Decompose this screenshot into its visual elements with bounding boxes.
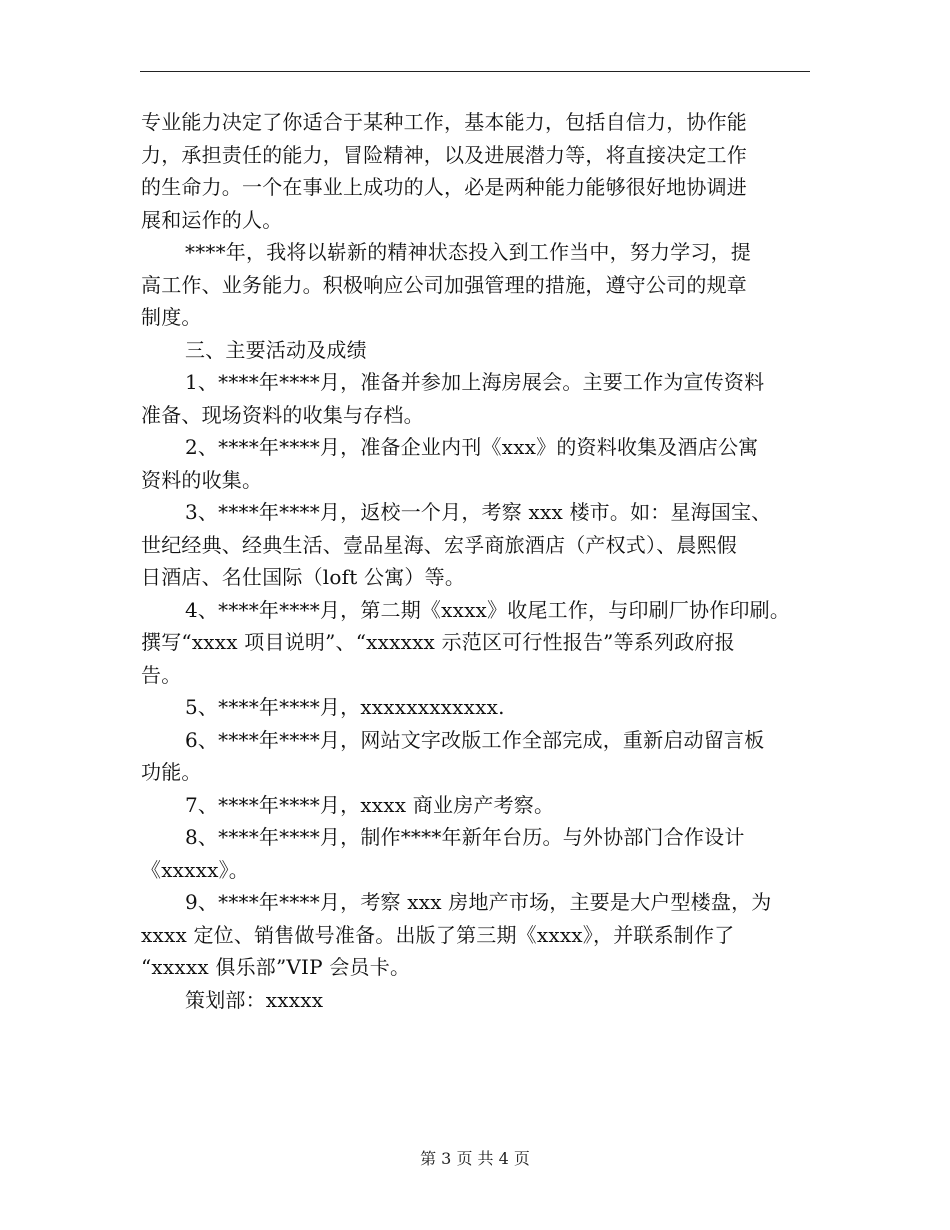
paragraph: [141, 366, 831, 431]
text-line: “xxxxx 俱乐部”VIP 会员卡。: [141, 955, 411, 979]
text-line: 策划部：xxxxx: [185, 987, 324, 1012]
text-line: 日酒店、名仕国际（loft 公寓）等。: [141, 565, 466, 589]
text-line: 世纪经典、经典生活、壹品星海、宏孚商旅酒店（产权式）、晨熙假: [141, 532, 737, 557]
paragraph: [141, 431, 831, 496]
text-line: 4、****年****月，第二期《xxxx》收尾工作，与印刷厂协作印刷。: [185, 597, 791, 622]
header-rule: [140, 71, 810, 72]
text-line: 告。: [141, 662, 182, 687]
text-line: 资料的收集。: [141, 467, 263, 492]
text-line: 制度。: [141, 305, 202, 329]
text-line: 展和运作的人。: [141, 207, 283, 232]
paragraph: [141, 724, 831, 789]
document-body: [141, 106, 831, 1016]
text-line: 5、****年****月，xxxxxxxxxxxx.: [185, 695, 505, 719]
paragraph: [141, 106, 831, 236]
text-line: 专业能力决定了你适合于某种工作，基本能力，包括自信力，协作能: [141, 110, 747, 134]
text-line: ****年，我将以崭新的精神状态投入到工作当中，努力学习，提: [185, 240, 751, 264]
text-line: 6、****年****月，网站文字改版工作全部完成，重新启动留言板: [185, 727, 765, 752]
paragraph: [141, 789, 831, 822]
paragraph: [141, 594, 831, 692]
text-line: 三、主要活动及成绩: [185, 337, 367, 362]
text-line: 1、****年****月，准备并参加上海房展会。主要工作为宣传资料: [185, 370, 765, 394]
text-line: 3、****年****月，返校一个月，考察 xxx 楼市。如：星海国宝、: [185, 500, 772, 524]
text-line: 撰写“xxxx 项目说明”、“xxxxxx 示范区可行性报告”等系列政府报: [141, 630, 735, 654]
paragraph: [141, 886, 831, 984]
text-line: 《xxxxx》。: [141, 857, 249, 882]
text-line: 9、****年****月，考察 xxx 房地产市场，主要是大户型楼盘，为: [185, 890, 772, 914]
text-line: 8、****年****月，制作****年新年台历。与外协部门合作设计: [185, 825, 745, 849]
page-footer: 第 3 页 共 4 页: [420, 1149, 530, 1168]
text-line: 的生命力。一个在事业上成功的人，必是两种能力能够很好地协调进: [141, 175, 747, 199]
paragraph: [141, 334, 831, 367]
text-line: 功能。: [141, 760, 202, 784]
paragraph: [141, 691, 831, 724]
text-line: 高工作、业务能力。积极响应公司加强管理的措施，遵守公司的规章: [141, 272, 747, 297]
paragraph: [141, 236, 831, 334]
text-line: 7、****年****月，xxxx 商业房产考察。: [185, 792, 555, 817]
text-line: 准备、现场资料的收集与存档。: [141, 402, 424, 427]
text-line: 力，承担责任的能力，冒险精神，以及进展潜力等，将直接决定工作: [141, 142, 747, 167]
text-line: xxxx 定位、销售做号准备。出版了第三期《xxxx》，并联系制作了: [141, 922, 735, 947]
text-line: 2、****年****月，准备企业内刊《xxx》的资料收集及酒店公寓: [185, 435, 759, 459]
paragraph: [141, 821, 831, 886]
paragraph: [141, 496, 831, 594]
paragraph: [141, 984, 831, 1017]
